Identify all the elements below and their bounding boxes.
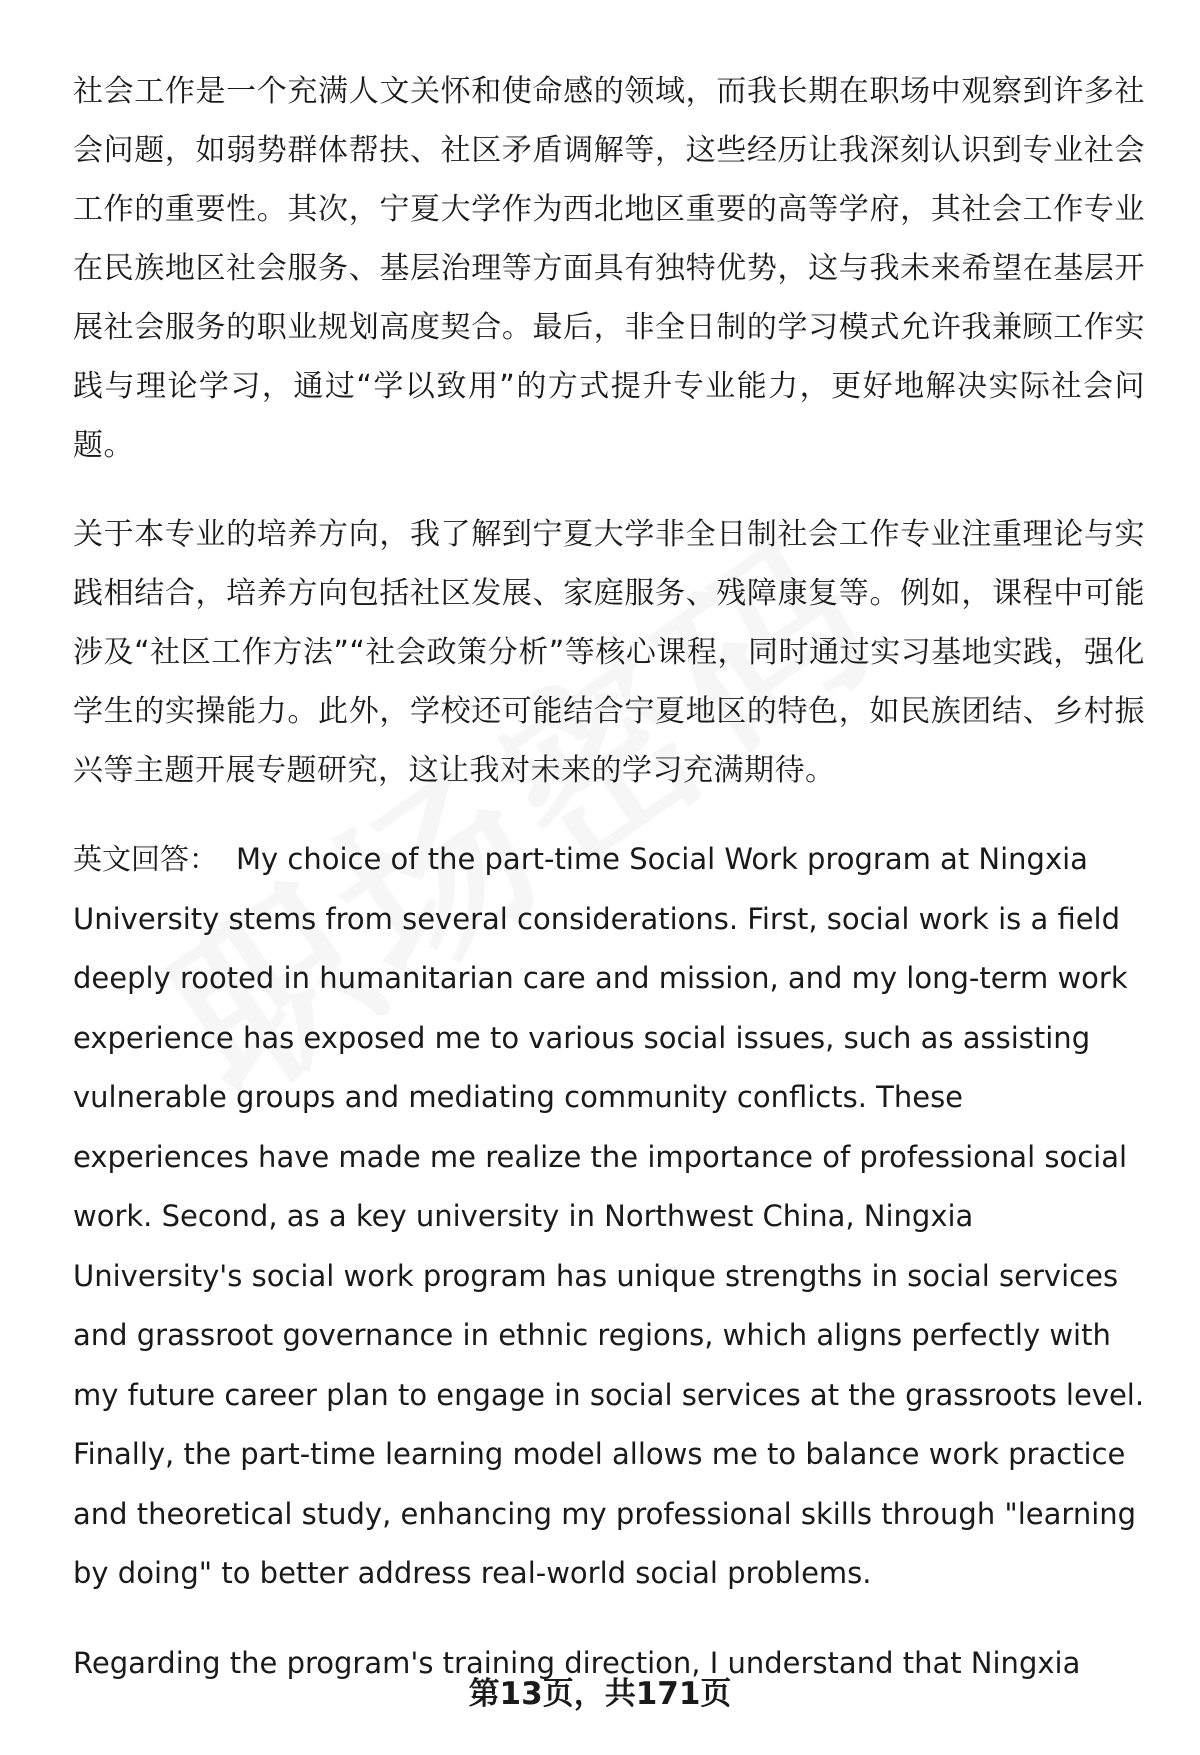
paragraph-english-answer [73,830,1145,1604]
page-number-footer: 第13页，共171页 [468,1676,732,1712]
paragraph-motivation-zh: 社会工作是一个充满人文关怀和使命感的领域，而我长期在职场中观察到许多社会问题，如弱势群体帮扶、社区矛盾调解等，这些经历让我深刻认识到专业社会工作的重要性。其次，宁夏大学作为西北地区重要的高等学府，其社会工作专业在民族地区社会服务、基层治理等方面具有独特优势，这与我未来希望在基层开展社会服务的职业规划高度契合。最后，非全日制的学习模式允许我兼顾工作实践与理论学习，通过“学以致用”的方式提升专业能力，更好地解决实际社会问题。 [73,74,1145,463]
document-body [73,62,1145,1723]
english-answer-label: 英文回答： [73,842,219,876]
english-answer-text: My choice of the part-time Social Work program at Ningxia University stems from several considerations. First, social work is a field deeply rooted in humanitarian care and mission, and my long-term work experience has exposed me to various social issues, such as assisting vulnerable groups and mediating community conflicts. These experiences have made me realize the importance of professional social work. Second, as a key university in Northwest China, Ningxia University's social work program has unique strengths in social services and grassroot governance in ethnic regions, which aligns perfectly with my future career plan to engage in social services at the grassroots level. Finally, the part-time learning model allows me to balance work practice and theoretical study, enhancing my professional skills through "learning by doing" to better address real-world social problems. [73,842,1145,1590]
paragraph-training-direction-en: Regarding the program's training direction, I understand that Ningxia [73,1645,1081,1680]
paragraph-training-direction-zh: 关于本专业的培养方向，我了解到宁夏大学非全日制社会工作专业注重理论与实践相结合，培养方向包括社区发展、家庭服务、残障康复等。例如，课程中可能涉及“社区工作方法”“社会政策分析”等核心课程，同时通过实习基地实践，强化学生的实操能力。此外，学校还可能结合宁夏地区的特色，如民族团结、乡村振兴等主题开展专题研究，这让我对未来的学习充满期待。 [73,517,1145,788]
